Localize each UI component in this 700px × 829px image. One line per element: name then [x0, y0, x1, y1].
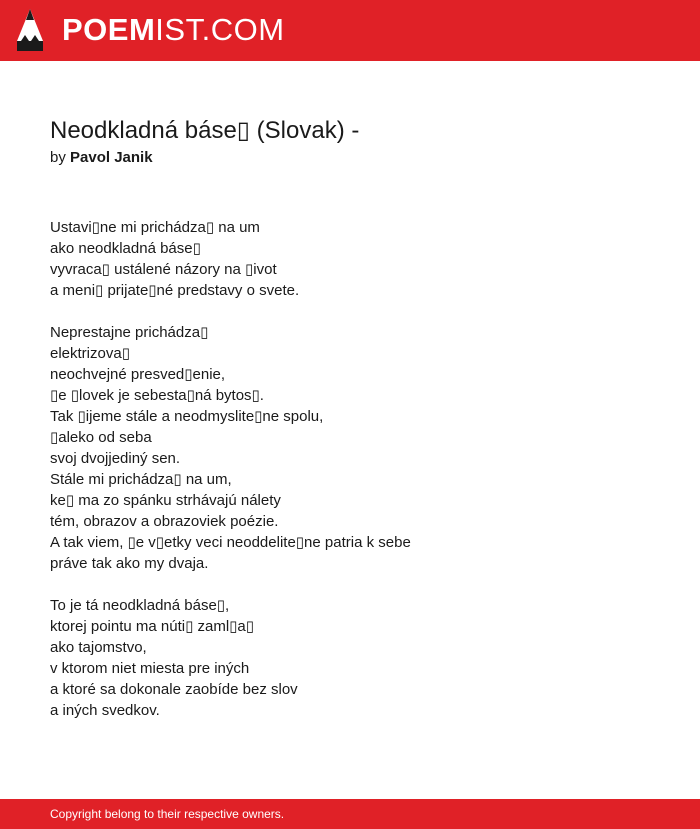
byline [50, 147, 650, 169]
poem-line: ▯e ▯lovek je sebesta▯ná bytos▯. [50, 387, 264, 404]
by-label: by [50, 149, 66, 166]
poem-line: ▯aleko od seba [50, 429, 152, 446]
poem-line: A tak viem, ▯e v▯etky veci neoddelite▯ne patria k sebe [50, 534, 411, 551]
author-name: Pavol Janik [70, 149, 153, 166]
poem-body [50, 217, 650, 721]
poem-stanza [50, 595, 650, 721]
poem-line: Ustavi▯ne mi prichádza▯ na um [50, 219, 260, 236]
poem-line: tém, obrazov a obrazoviek poézie. [50, 513, 279, 530]
site-footer [0, 799, 700, 829]
poem-line: ako tajomstvo, [50, 639, 147, 656]
poem-line: a ktoré sa dokonale zaobíde bez slov [50, 681, 298, 698]
poem-line: Neprestajne prichádza▯ [50, 324, 209, 341]
poem-line: a iných svedkov. [50, 702, 160, 719]
poem-line: Stále mi prichádza▯ na um, [50, 471, 232, 488]
poem-line: ktorej pointu ma núti▯ zaml▯a▯ [50, 618, 255, 635]
poem-line: neochvejné presved▯enie, [50, 366, 226, 383]
poem-content [50, 115, 650, 742]
poem-title: Neodkladná báse▯ (Slovak) - [50, 117, 360, 144]
poem-stanza [50, 322, 650, 574]
poem-stanza [50, 217, 650, 301]
poem-line: elektrizova▯ [50, 345, 130, 362]
pencil-logo-icon[interactable] [16, 8, 44, 52]
poem-line: v ktorom niet miesta pre iných [50, 660, 250, 677]
poem-line: ke▯ ma zo spánku strhávajú nálety [50, 492, 281, 509]
poem-line: vyvraca▯ ustálené názory na ▯ivot [50, 261, 277, 278]
copyright-text: Copyright belong to their respective owners. [50, 807, 285, 821]
logo-bold-text: POEM [62, 12, 156, 47]
poem-line: a meni▯ prijate▯né predstavy o svete. [50, 282, 300, 299]
site-logo[interactable] [62, 12, 285, 48]
poem-line: ako neodkladná báse▯ [50, 240, 201, 257]
site-header [0, 0, 700, 61]
poem-line: svoj dvojjediný sen. [50, 450, 181, 467]
logo-light-text: IST.COM [155, 12, 285, 47]
poem-line: To je tá neodkladná báse▯, [50, 597, 230, 614]
poem-line: Tak ▯ijeme stále a neodmyslite▯ne spolu, [50, 408, 324, 425]
poem-line: práve tak ako my dvaja. [50, 555, 209, 572]
